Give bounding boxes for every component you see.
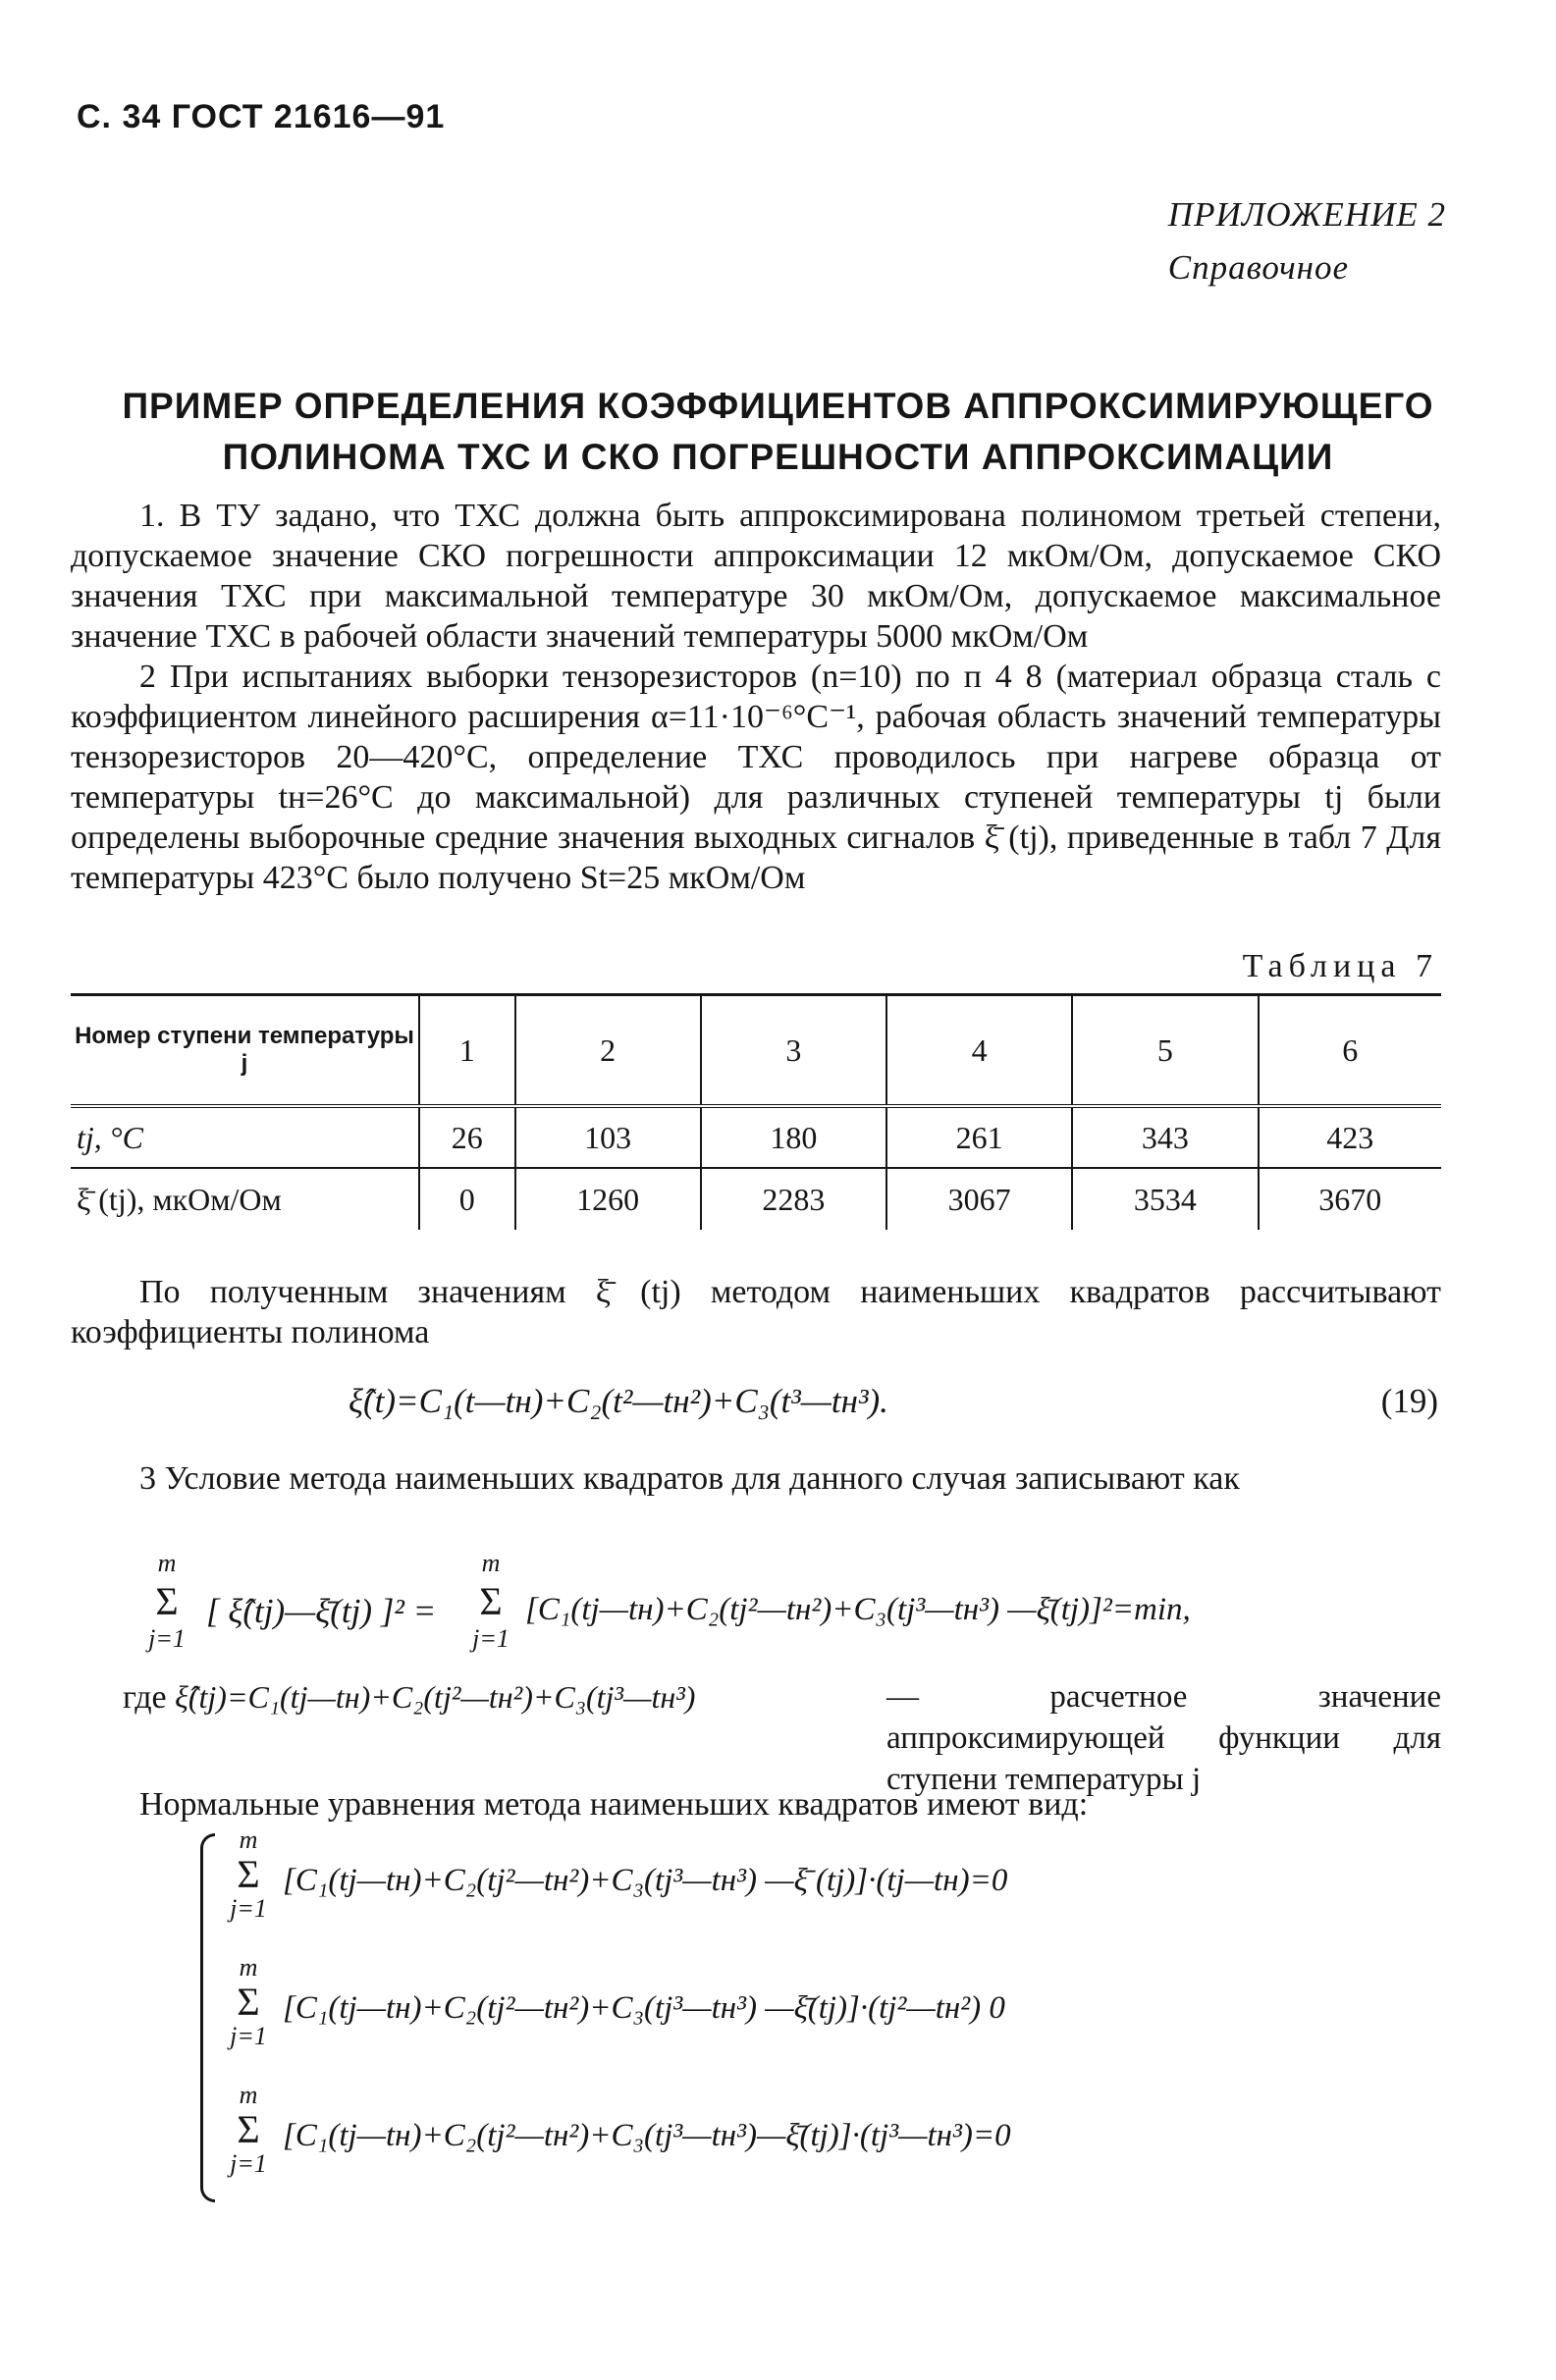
appendix-type: Справочное — [1167, 248, 1350, 287]
table-header-cell: 5 — [1072, 995, 1258, 1107]
page-title — [0, 381, 1556, 483]
page-header: С. 34 ГОСТ 21616—91 — [77, 98, 446, 135]
sum-symbol-eq3 — [224, 2081, 273, 2179]
table-cell: 343 — [1072, 1106, 1258, 1168]
table-header-cell: 6 — [1259, 995, 1441, 1107]
appendix-block — [1168, 188, 1446, 294]
sum-symbol-eq2 — [224, 1953, 273, 2051]
sum-lower-limit: j=1 — [230, 2022, 267, 2050]
normal-equation-1: [C₁(tj—tн)+C₂(tj²—tн²)+C₃(tj³—tн³) —ξ̄ (tj)]·(tj—tн)=0 — [283, 1863, 1008, 1898]
sigma-glyph: Σ — [237, 1980, 260, 2024]
row-label-temperature: tj, °C — [71, 1106, 419, 1168]
table-cell: 1260 — [515, 1168, 701, 1230]
where-description: — расчетное значение аппроксимирующей функции для ступени температуры j — [886, 1679, 1441, 1797]
normal-equations-intro: Нормальные уравнения метода наименьших квадратов имеют вид: — [139, 1786, 1089, 1823]
normal-equation-3: [C₁(tj—tн)+C₂(tj²—tн²)+C₃(tj³—tн³)—ξ̄(tj)]·(tj³—tн³)=0 — [283, 2118, 1011, 2153]
sum-symbol-rhs — [461, 1549, 520, 1654]
table-header-cell: 3 — [701, 995, 886, 1107]
table-caption: Таблица 7 — [1242, 948, 1438, 984]
title-line-2: ПОЛИНОМА ТХС И СКО ПОГРЕШНОСТИ АППРОКСИМАЦИИ — [222, 437, 1334, 477]
normal-equation-2: [C₁(tj—tн)+C₂(tj²—tн²)+C₃(tj³—tн³) —ξ̄(tj)]·(tj²—tн²) 0 — [283, 1990, 1005, 2026]
formula-19: ξ̂(t)=C₁(t—tн)+C₂(t²—tн²)+C₃(t³—tн³). — [349, 1382, 888, 1420]
table-cell: 103 — [515, 1106, 701, 1168]
sigma-glyph: Σ — [479, 1579, 503, 1623]
sum-lower-limit: j=1 — [230, 1894, 267, 1923]
formula-19-number: (19) — [1380, 1382, 1438, 1420]
table-cell: 423 — [1259, 1106, 1441, 1168]
table-cell: 261 — [886, 1106, 1072, 1168]
row-label-signal: ξ̄ (tj), мкОм/Ом — [77, 1181, 282, 1217]
lsq-right-side: [C₁(tj—tн)+C₂(tj²—tн²)+C₃(tj³—tн³) —ξ̄(tj)]²=min, — [525, 1592, 1191, 1627]
table-row — [71, 1106, 1441, 1168]
where-clause — [123, 1676, 695, 1719]
sigma-glyph: Σ — [155, 1579, 179, 1623]
table-cell: 3670 — [1259, 1168, 1441, 1230]
table-cell: 2283 — [701, 1168, 886, 1230]
lsq-left-side: [ ξ̂(tj)—ξ̄(tj) ]² = — [206, 1592, 437, 1630]
system-brace — [200, 1833, 215, 2202]
body-text-1 — [71, 496, 1441, 898]
paragraph-1: 1. В ТУ задано, что ТХС должна быть аппроксимирована полиномом третьей степени, допускаемое значение СКО погрешности аппроксимации 12 мкОм/Ом, допускаемое СКО значения ТХС при максимальной температуре 30 мкОм/Ом, допускаемое максимальное значение ТХС в рабочей области значений температуры 5000 мкОм/Ом — [71, 498, 1441, 655]
table-header-row — [71, 995, 1441, 1107]
sum-upper-limit: m — [481, 1549, 501, 1577]
table-cell: 26 — [419, 1106, 515, 1168]
where-formula: ξ̂(tj)=C₁(tj—tн)+C₂(tj²—tн²)+C₃(tj³—tн³) — [175, 1679, 696, 1715]
table-row — [71, 1168, 1441, 1230]
sum-upper-limit: m — [239, 2081, 258, 2109]
sum-lower-limit: j=1 — [472, 1624, 510, 1653]
sum-lower-limit: j=1 — [148, 1624, 186, 1653]
sum-upper-limit: m — [239, 1825, 258, 1854]
where-word: где — [123, 1679, 167, 1716]
title-line-1: ПРИМЕР ОПРЕДЕЛЕНИЯ КОЭФФИЦИЕНТОВ АППРОКСИМИРУЮЩЕГО — [122, 386, 1434, 426]
paragraph-4: 3 Условие метода наименьших квадратов для данного случая записывают как — [139, 1460, 1240, 1497]
paragraph-3: По полученным значениям ξ̄ (tj) методом наименьших квадратов рассчитывают коэффициенты полинома — [71, 1274, 1441, 1350]
sum-lower-limit: j=1 — [230, 2149, 267, 2178]
paragraph-2: 2 При испытаниях выборки тензорезисторов (n=10) по п 4 8 (материал образца сталь с коэффициентом линейного расширения α=11·10⁻⁶°С⁻¹, рабочая область значений температуры тензорезисторов 20—420°С, определение ТХС проводилось при нагреве образца от температуры tн=26°С до максимальной) для различных ступеней температуры tj были определены выборочные средние значения выходных сигналов ξ̄ (tj), приведенные в табл 7 Для температуры 423°С было получено St=25 мкОм/Ом — [71, 659, 1441, 896]
sum-upper-limit: m — [157, 1549, 177, 1577]
table-cell: 3067 — [886, 1168, 1072, 1230]
table-header-cell: 4 — [886, 995, 1072, 1107]
sum-symbol-lhs — [137, 1549, 196, 1654]
sigma-glyph: Σ — [237, 2107, 260, 2151]
table-cell: 0 — [419, 1168, 515, 1230]
sum-symbol-eq1 — [224, 1825, 273, 1924]
table-header-label: Номер ступени температуры j — [71, 995, 419, 1107]
data-table — [71, 993, 1441, 1230]
body-text-3 — [71, 1458, 1441, 1499]
table-header-cell: 1 — [419, 995, 515, 1107]
appendix-label: ПРИЛОЖЕНИЕ 2 — [1167, 195, 1446, 234]
body-text-2 — [71, 1272, 1441, 1352]
sigma-glyph: Σ — [237, 1852, 260, 1896]
table-header-cell: 2 — [515, 995, 701, 1107]
sum-upper-limit: m — [239, 1953, 258, 1982]
table-cell: 3534 — [1072, 1168, 1258, 1230]
table-cell: 180 — [701, 1106, 886, 1168]
